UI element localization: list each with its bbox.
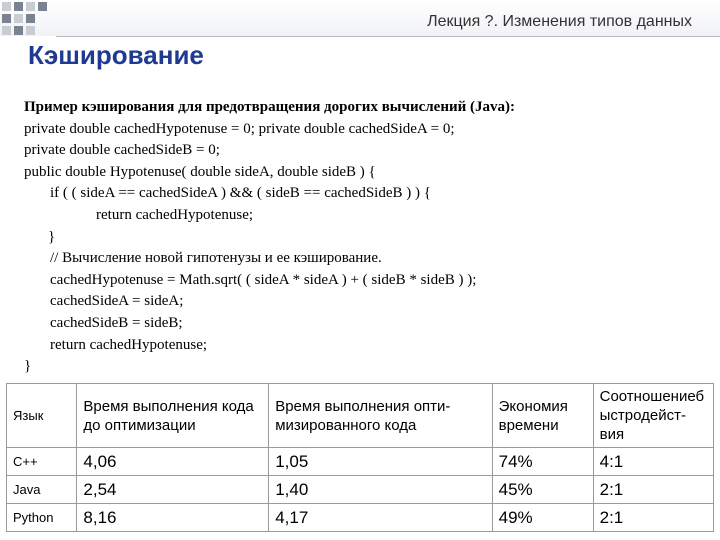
column-header-time-after: Время выполнения опти-мизированного кода	[269, 384, 492, 448]
column-header-language: Язык	[7, 384, 77, 448]
table-cell: 74%	[492, 448, 593, 476]
header-divider	[56, 36, 720, 37]
table-cell: 4,17	[269, 504, 492, 532]
performance-table	[6, 383, 714, 532]
decor-square	[2, 26, 11, 35]
decor-square	[14, 2, 23, 11]
code-line: cachedSideB = sideB;	[50, 314, 183, 331]
table-cell: 45%	[492, 476, 593, 504]
code-line: return cachedHypotenuse;	[50, 336, 208, 353]
column-header-speed-ratio: Соотношениеб ыстродейст-вия	[593, 384, 713, 448]
code-line: cachedSideA = sideA;	[50, 293, 184, 310]
code-intro: Пример кэширования для предотвращения дорогих вычислений (Java):	[24, 99, 516, 115]
column-header-time-before: Время выполнения кода до оптимизации	[77, 384, 269, 448]
decor-square	[2, 14, 11, 23]
table-row	[7, 504, 714, 532]
table-row	[7, 448, 714, 476]
decor-square	[14, 14, 23, 23]
code-line: if ( ( sideA == cachedSideA ) && ( sideB == cachedSideB ) ) {	[50, 185, 431, 202]
column-header-time-saving: Экономия времени	[492, 384, 593, 448]
table-header-row	[7, 384, 714, 448]
code-line: private double cachedSideB = 0;	[24, 142, 220, 159]
table-cell: 8,16	[77, 504, 269, 532]
table-cell-language: Python	[7, 504, 77, 532]
table-cell: 49%	[492, 504, 593, 532]
code-line: }	[24, 358, 32, 375]
decor-square	[26, 14, 35, 23]
table-cell-language: Java	[7, 476, 77, 504]
table-cell: 2:1	[593, 504, 713, 532]
decor-square	[2, 2, 11, 11]
table-cell-language: C++	[7, 448, 77, 476]
table-cell: 2,54	[77, 476, 269, 504]
table-cell: 4,06	[77, 448, 269, 476]
lecture-title: Лекция ?. Изменения типов данных	[427, 13, 692, 30]
slide-title: Кэширование	[28, 40, 204, 70]
table-cell: 1,05	[269, 448, 492, 476]
decor-square	[14, 26, 23, 35]
code-line: public double Hypotenuse( double sideA, double sideB ) {	[24, 163, 376, 180]
decor-square	[26, 26, 35, 35]
code-block	[24, 97, 704, 378]
code-line: return cachedHypotenuse;	[96, 206, 254, 223]
table-cell: 4:1	[593, 448, 713, 476]
code-line: }	[48, 228, 56, 245]
code-line: private double cachedHypotenuse = 0; private double cachedSideA = 0;	[24, 120, 455, 137]
decor-square	[26, 2, 35, 11]
code-line: // Вычисление новой гипотенузы и ее кэширование.	[50, 250, 382, 267]
table-cell: 2:1	[593, 476, 713, 504]
code-line: cachedHypotenuse = Math.sqrt( ( sideA * sideA ) + ( sideB * sideB ) );	[50, 271, 477, 288]
decor-square	[38, 2, 47, 11]
table-cell: 1,40	[269, 476, 492, 504]
table-row	[7, 476, 714, 504]
